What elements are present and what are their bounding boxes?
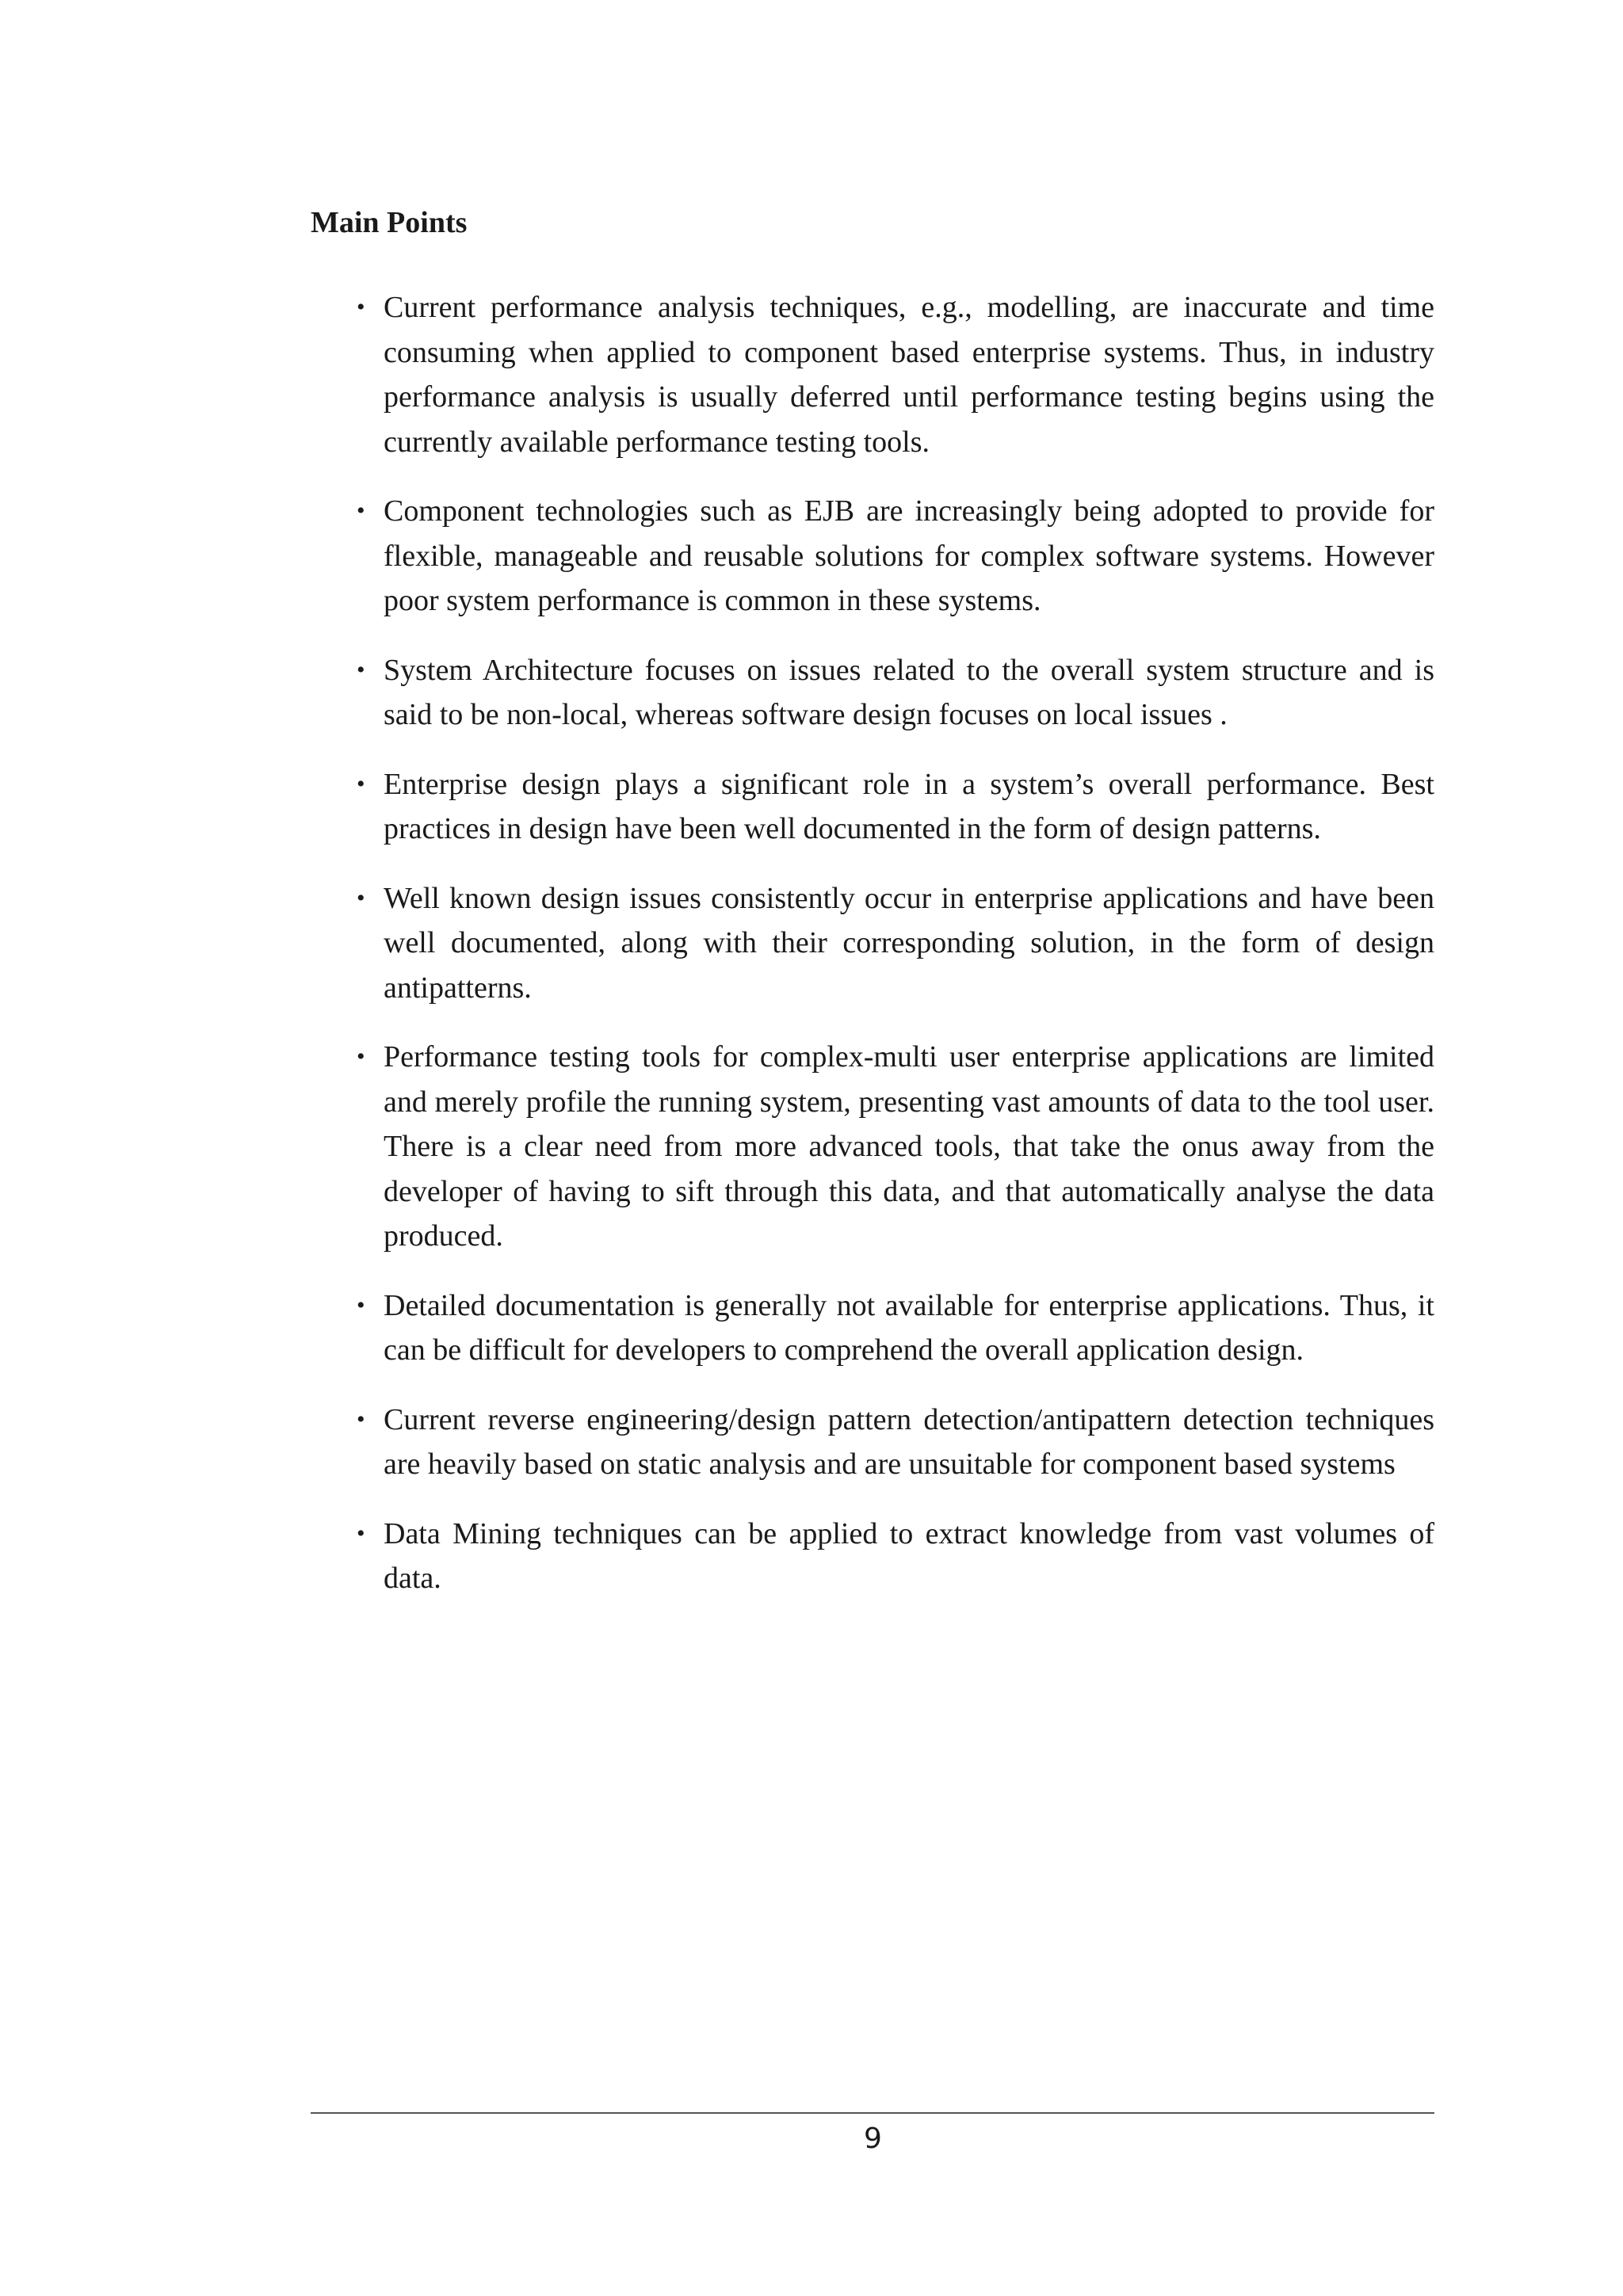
page-number: 9 (864, 2122, 882, 2155)
list-item (311, 1283, 1434, 1373)
bullet-icon: • (357, 1405, 365, 1432)
list-item (311, 285, 1434, 464)
bullet-icon: • (357, 498, 365, 524)
bullet-icon: • (357, 770, 365, 797)
bullet-icon: • (357, 1291, 365, 1318)
list-item (311, 489, 1434, 624)
list-item-text: Detailed documentation is generally not available for enterprise applications. Thus, it can be difficult for developers to comprehend the overall application design. (384, 1288, 1434, 1367)
list-item-text: Component technologies such as EJB are increasingly being adopted to provide for flexible, manageable and reusable solutions for complex software systems. However poor system performance is common in these systems. (384, 494, 1434, 617)
bullet-icon: • (357, 1043, 365, 1070)
list-item (311, 762, 1434, 852)
main-points-list (311, 285, 1434, 1626)
bullet-icon: • (357, 884, 365, 911)
list-item-text: Current reverse engineering/design pattern detection/antipattern detection techniques are heavily based on static analysis and are unsuitable for component based systems (384, 1402, 1434, 1481)
list-item (311, 648, 1434, 738)
list-item-text: Enterprise design plays a significant role in a system’s overall performance. Best practices in design have been well documented in the form of design patterns. (384, 767, 1434, 845)
list-item-text: Current performance analysis techniques, e.g., modelling, are inaccurate and time consuming when applied to component based enterprise systems. Thus, in industry performance analysis is usually deferred until performance testing begins using the currently available performance testing tools. (384, 291, 1434, 459)
bullet-icon: • (357, 1520, 365, 1547)
bullet-icon: • (357, 294, 365, 320)
list-item (311, 1035, 1434, 1259)
list-item (311, 1512, 1434, 1601)
list-item (311, 1398, 1434, 1487)
list-item-text: Performance testing tools for complex-multi user enterprise applications are limited and merely profile the running system, presenting vast amounts of data to the tool user. There is a clear need from more advanced tools, that take the onus away from the developer of having to sift through this data, and that automatically analyse the data produced. (384, 1040, 1434, 1253)
list-item-text: System Architecture focuses on issues related to the overall system structure and is said to be non-local, whereas software design focuses on local issues . (384, 653, 1434, 731)
section-title: Main Points (311, 206, 468, 239)
footer-divider (311, 2112, 1434, 2114)
list-item-text: Well known design issues consistently occur in enterprise applications and have been well documented, along with their corresponding solution, in the form of design antipatterns. (384, 881, 1434, 1005)
list-item (311, 876, 1434, 1011)
bullet-icon: • (357, 656, 365, 683)
list-item-text: Data Mining techniques can be applied to extract knowledge from vast volumes of data. (384, 1516, 1434, 1595)
